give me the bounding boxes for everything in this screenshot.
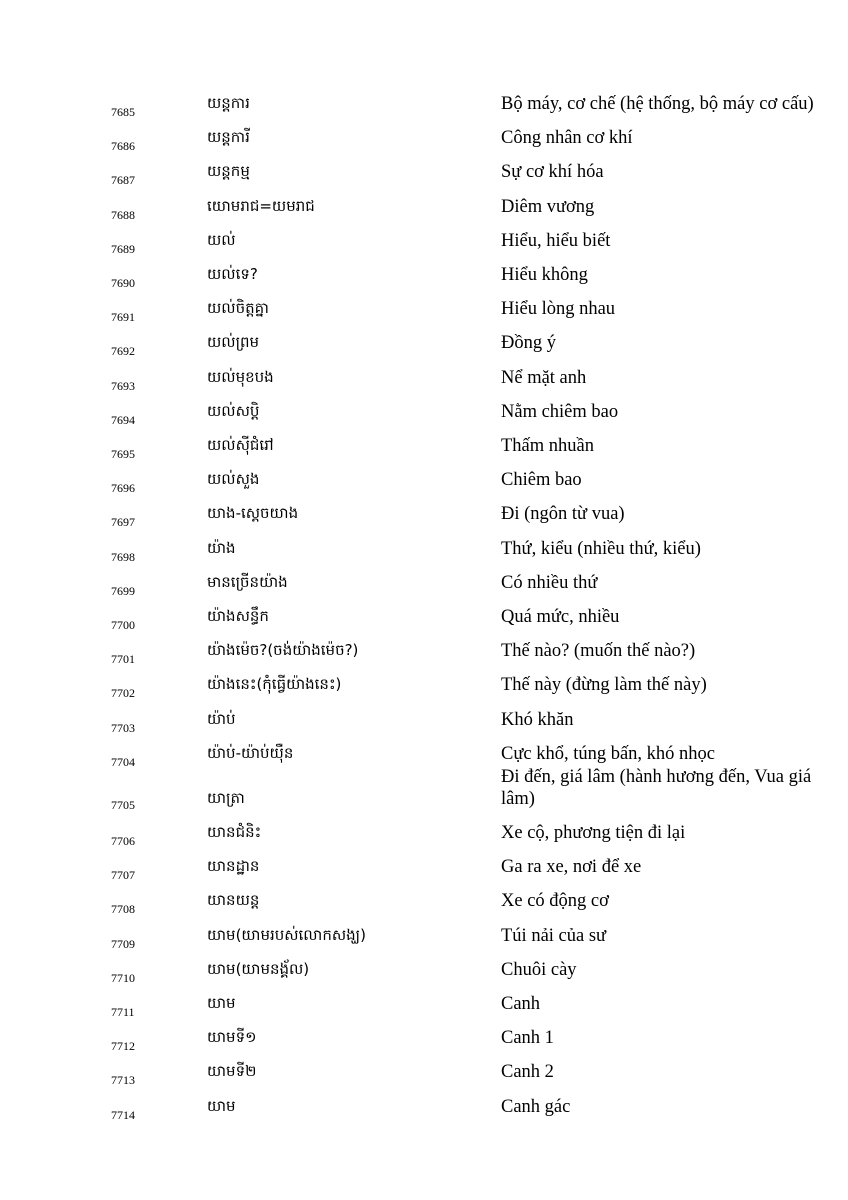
entry-vietnamese-meaning: Nằm chiêm bao [501, 401, 619, 422]
entry-vietnamese-meaning: Diêm vương [501, 196, 595, 217]
entry-row [0, 822, 848, 856]
entry-khmer-term: យានជំនិះ [207, 823, 262, 841]
entry-khmer-term: យ៉ាងនេះ(កុំធ្វើយ៉ាងនេះ) [207, 675, 342, 694]
entry-row [0, 401, 848, 435]
entry-number: 7685 [111, 105, 135, 119]
entry-row [0, 766, 848, 822]
entry-number: 7696 [111, 481, 135, 496]
entry-row [0, 93, 848, 127]
entry-vietnamese-meaning: Khó khăn [501, 709, 574, 730]
entry-row [0, 709, 848, 743]
entry-khmer-term: យន្តការី [207, 128, 250, 147]
entry-khmer-term: យាមទី១ [207, 1028, 257, 1047]
entry-row [0, 298, 848, 332]
entry-vietnamese-meaning: Canh 2 [501, 1062, 554, 1083]
entry-khmer-term: យាមទី២ [207, 1062, 257, 1081]
entry-number: 7699 [111, 583, 135, 598]
entry-khmer-term: យានដ្ឋាន [207, 857, 260, 876]
entry-khmer-term: យោមរាជ=យមរាជ [207, 196, 315, 215]
entry-vietnamese-meaning: Hiểu lòng nhau [501, 299, 616, 320]
entry-number: 7708 [111, 902, 135, 917]
entry-number: 7690 [111, 276, 135, 290]
entry-vietnamese-meaning: Cực khổ, túng bấn, khó nhọc [501, 743, 716, 764]
entry-khmer-term: យ៉ាប់ [207, 709, 236, 728]
entry-row [0, 538, 848, 572]
entry-vietnamese-meaning: Thứ, kiểu (nhiều thứ, kiểu) [501, 538, 701, 559]
entry-row [0, 230, 848, 264]
entry-number: 7694 [111, 412, 135, 427]
entry-number: 7693 [111, 378, 135, 393]
entry-khmer-term: យានយន្ត [207, 891, 260, 910]
entry-khmer-term: យាម [207, 1096, 236, 1115]
entry-vietnamese-meaning: Đồng ý [501, 333, 556, 354]
entry-khmer-term: យ៉ាប់-យ៉ាប់យ៉ឺន [207, 743, 294, 762]
entry-vietnamese-meaning: Chiêm bao [501, 470, 582, 491]
entry-vietnamese-meaning: Chuôi cày [501, 959, 577, 980]
entry-vietnamese-meaning: Canh [501, 994, 541, 1014]
entry-number: 7710 [111, 970, 135, 985]
entry-vietnamese-meaning: Đi đến, giá lâm (hành hương đến, Vua giá lâm) [501, 767, 812, 809]
entry-vietnamese-meaning: Thế nào? (muốn thế nào?) [501, 641, 696, 662]
entry-vietnamese-meaning: Quá mức, nhiều [501, 607, 620, 627]
entry-number: 7703 [111, 720, 135, 735]
entry-khmer-term: យាង-ស្តេចយាង [207, 504, 299, 523]
entry-number: 7689 [111, 241, 135, 256]
entry-khmer-term: យល់ទេ? [207, 265, 258, 283]
entry-number: 7713 [111, 1073, 135, 1088]
entry-row [0, 469, 848, 503]
entry-khmer-term: យល់ស៊ីជំរៅ [207, 436, 274, 454]
entry-row [0, 959, 848, 993]
entry-number: 7706 [111, 834, 135, 848]
entry-number: 7686 [111, 139, 135, 154]
entry-khmer-term: យ៉ាងសន្ធឹក [207, 607, 269, 625]
entry-vietnamese-meaning: Ga ra xe, nơi để xe [501, 857, 642, 878]
entry-number: 7695 [111, 447, 135, 461]
entry-row [0, 1027, 848, 1061]
entry-khmer-term: យល់ព្រម [207, 333, 260, 352]
entry-row [0, 127, 848, 161]
entry-row [0, 161, 848, 195]
entry-vietnamese-meaning: Canh gác [501, 1096, 571, 1117]
entry-khmer-term: យ៉ាង [207, 538, 236, 557]
entry-vietnamese-meaning: Xe cộ, phương tiện đi lại [501, 823, 686, 843]
entry-number: 7692 [111, 344, 135, 359]
entry-row [0, 435, 848, 469]
entry-number: 7697 [111, 515, 135, 530]
entry-number: 7700 [111, 618, 135, 632]
entry-vietnamese-meaning: Công nhân cơ khí [501, 128, 633, 149]
entry-vietnamese-meaning: Canh 1 [501, 1028, 554, 1049]
entry-number: 7691 [111, 310, 135, 325]
entry-khmer-term: យាម [207, 994, 236, 1012]
entry-row [0, 856, 848, 890]
entry-vietnamese-meaning: Hiểu không [501, 265, 588, 285]
entry-row [0, 1061, 848, 1095]
entry-number: 7707 [111, 868, 135, 883]
entry-row [0, 367, 848, 401]
entry-number: 7702 [111, 686, 135, 701]
entry-khmer-term: យន្តការ [207, 94, 250, 112]
entry-vietnamese-meaning: Sự cơ khí hóa [501, 162, 604, 183]
entry-number: 7709 [111, 936, 135, 951]
entry-row [0, 1096, 848, 1130]
entry-vietnamese-meaning: Bộ máy, cơ chế (hệ thống, bộ máy cơ cấu) [501, 94, 814, 114]
entry-khmer-term: យាម(យាមរបស់លោកសង្ឃ) [207, 925, 366, 944]
entry-number: 7711 [111, 1005, 135, 1019]
entry-row [0, 572, 848, 606]
entry-row [0, 925, 848, 959]
entry-row [0, 503, 848, 537]
entry-vietnamese-meaning: Hiểu, hiểu biết [501, 230, 611, 251]
entry-khmer-term: យាម(យាមនង្គ័ល) [207, 959, 310, 978]
entry-row [0, 196, 848, 230]
entry-row [0, 674, 848, 708]
entry-khmer-term: យល់ចិត្តគ្នា [207, 299, 269, 318]
entry-number: 7705 [111, 798, 135, 812]
entry-number: 7714 [111, 1107, 135, 1122]
entry-vietnamese-meaning: Có nhiều thứ [501, 572, 598, 593]
entry-khmer-term: យល់មុខបង [207, 367, 274, 386]
entry-row [0, 264, 848, 298]
entry-vietnamese-meaning: Xe có động cơ [501, 891, 609, 912]
entry-khmer-term: យ៉ាងម៉េច?(ចង់យ៉ាងម៉េច?) [207, 641, 359, 660]
entry-row [0, 890, 848, 924]
entry-number: 7701 [111, 652, 135, 667]
entry-row [0, 606, 848, 640]
entry-khmer-term: យន្តកម្ម [207, 162, 250, 181]
entry-number: 7687 [111, 173, 135, 188]
entry-khmer-term: យល់សប្តិ [207, 401, 260, 420]
entry-khmer-term: យល់ [207, 230, 236, 249]
entry-vietnamese-meaning: Đi (ngôn từ vua) [501, 504, 625, 525]
entry-row [0, 332, 848, 366]
entry-number: 7698 [111, 549, 135, 564]
entry-row [0, 640, 848, 674]
entry-number: 7704 [111, 754, 135, 769]
entry-vietnamese-meaning: Thấm nhuần [501, 436, 594, 456]
entry-khmer-term: យល់សួង [207, 470, 260, 489]
entry-khmer-term: យាត្រា [207, 789, 245, 807]
entry-number: 7688 [111, 207, 135, 222]
entry-khmer-term: មានច្រើនយ៉ាង [207, 572, 288, 591]
entry-row [0, 993, 848, 1027]
entry-vietnamese-meaning: Thế này (đừng làm thế này) [501, 675, 707, 696]
entry-number: 7712 [111, 1039, 135, 1054]
entry-vietnamese-meaning: Túi nải của sư [501, 925, 607, 946]
entry-vietnamese-meaning: Nể mặt anh [501, 367, 587, 388]
